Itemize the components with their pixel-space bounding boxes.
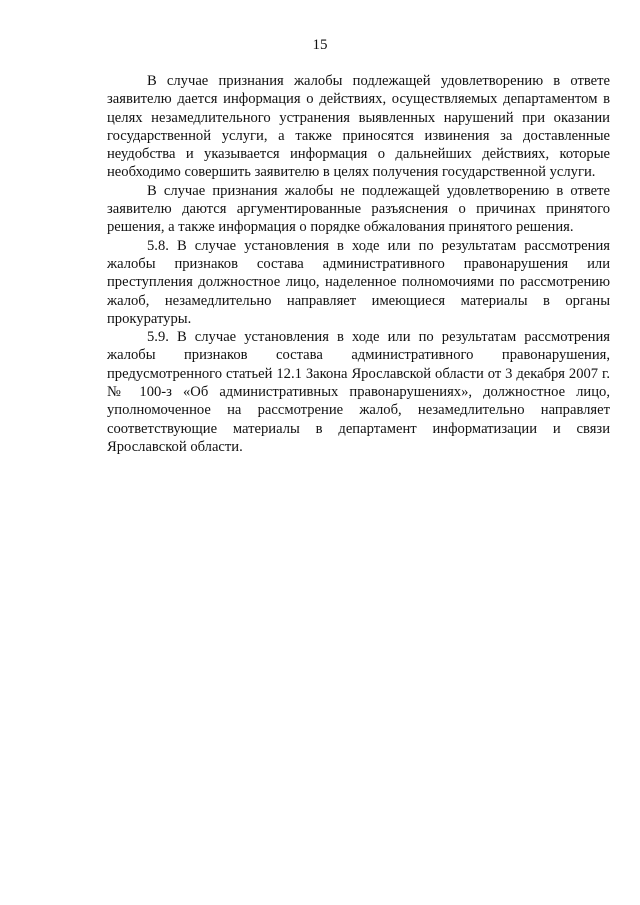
page-number: 15: [312, 37, 328, 53]
paragraph-complaint-rejected: В случае признания жалобы не подлежащей удовлетворению в ответе заявителю даются аргументированные разъяснения о причинах принятого решения, а также информация о порядке обжалования принятого решения.: [107, 182, 610, 236]
paragraph-complaint-satisfied: В случае признания жалобы подлежащей удовлетворению в ответе заявителю дается информация о действиях, осуществляемых департаментом в целях незамедлительного устранения выявленных нарушений при оказании государственной услуги, а также приносятся извинения за доставленные неудобства и указывается информация о дальнейших действиях, которые необходимо совершить заявителю в целях получения государственной услуги.: [107, 73, 610, 181]
paragraph-clause-5-8: 5.8. В случае установления в ходе или по результатам рассмотрения жалобы признаков состава административного правонарушения или преступления должностное лицо, наделенное полномочиями по рассмотрению жалоб, незамедлительно направляет имеющиеся материалы в органы прокуратуры.: [107, 237, 610, 327]
paragraph-clause-5-9: 5.9. В случае установления в ходе или по результатам рассмотрения жалобы признаков состава административного правонарушения, предусмотренного статьей 12.1 Закона Ярославской области от 3 декабря 2007 г. № 100-з «Об административных правонарушениях», должностное лицо, уполномоченное на рассмотрение жалоб, незамедлительно направляет соответствующие материалы в департамент информатизации и связи Ярославской области.: [107, 329, 610, 455]
document-body: [107, 72, 610, 456]
